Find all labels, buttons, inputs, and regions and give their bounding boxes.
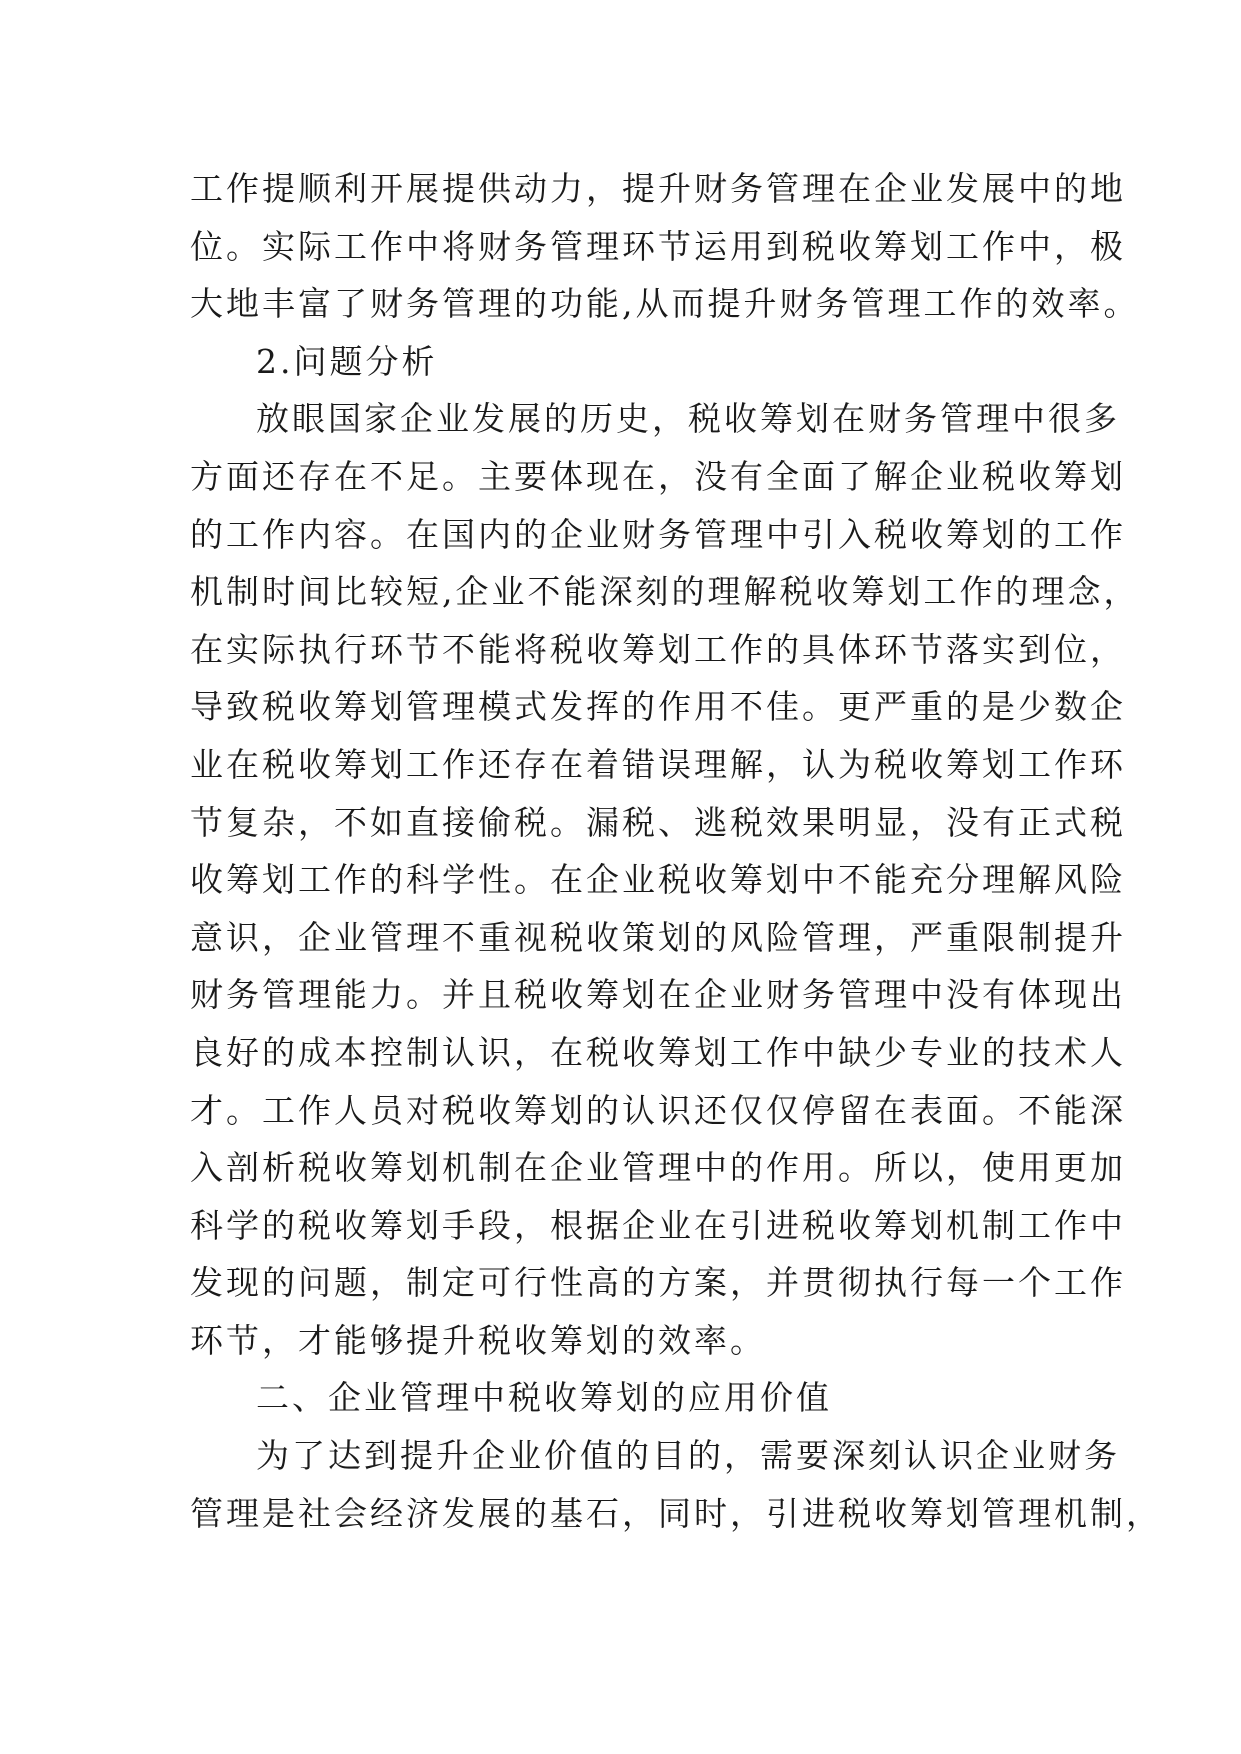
text-line: 良好的成本控制认识，在税收筹划工作中缺少专业的技术人 xyxy=(190,1032,1126,1072)
text-line: 收筹划工作的科学性。在企业税收筹划中不能充分理解风险 xyxy=(190,860,1126,900)
text-line: 发现的问题，制定可行性高的方案，并贯彻执行每一个工作 xyxy=(190,1263,1126,1303)
text-line: 机制时间比较短,企业不能深刻的理解税收筹划工作的理念， xyxy=(190,572,1140,612)
text-line: 意识，企业管理不重视税收策划的风险管理，严重限制提升 xyxy=(190,917,1126,957)
text-line: 为了达到提升企业价值的目的，需要深刻认识企业财务 xyxy=(256,1436,1120,1476)
text-line: 环节，才能够提升税收筹划的效率。 xyxy=(190,1320,766,1360)
text-line: 工作提顺利开展提供动力，提升财务管理在企业发展中的地 xyxy=(190,169,1126,208)
section-heading: 二、企业管理中税收筹划的应用价值 xyxy=(256,1378,832,1418)
text-line: 在实际执行环节不能将税收筹划工作的具体环节落实到位， xyxy=(190,629,1126,669)
text-line: 位。实际工作中将财务管理环节运用到税收筹划工作中，极 xyxy=(190,226,1126,266)
text-line: 导致税收筹划管理模式发挥的作用不佳。更严重的是少数企 xyxy=(190,687,1126,727)
text-line: 财务管理能力。并且税收筹划在企业财务管理中没有体现出 xyxy=(190,975,1126,1015)
text-line: 科学的税收筹划手段，根据企业在引进税收筹划机制工作中 xyxy=(190,1205,1126,1245)
text-line: 放眼国家企业发展的历史，税收筹划在财务管理中很多 xyxy=(256,399,1120,439)
text-line: 大地丰富了财务管理的功能,从而提升财务管理工作的效率。 xyxy=(190,284,1140,324)
text-line: 节复杂，不如直接偷税。漏税、逃税效果明显，没有正式税 xyxy=(190,802,1126,842)
section-heading: 2.问题分析 xyxy=(256,341,438,381)
text-line: 业在税收筹划工作还存在着错误理解，认为税收筹划工作环 xyxy=(190,744,1126,784)
text-line: 入剖析税收筹划机制在企业管理中的作用。所以，使用更加 xyxy=(190,1148,1126,1188)
text-line: 才。工作人员对税收筹划的认识还仅仅停留在表面。不能深 xyxy=(190,1090,1126,1130)
text-line: 的工作内容。在国内的企业财务管理中引入税收筹划的工作 xyxy=(190,514,1126,554)
body-text xyxy=(190,160,1162,1542)
text-line: 管理是社会经济发展的基石，同时，引进税收筹划管理机制， xyxy=(190,1493,1162,1533)
text-line: 方面还存在不足。主要体现在，没有全面了解企业税收筹划 xyxy=(190,456,1126,496)
